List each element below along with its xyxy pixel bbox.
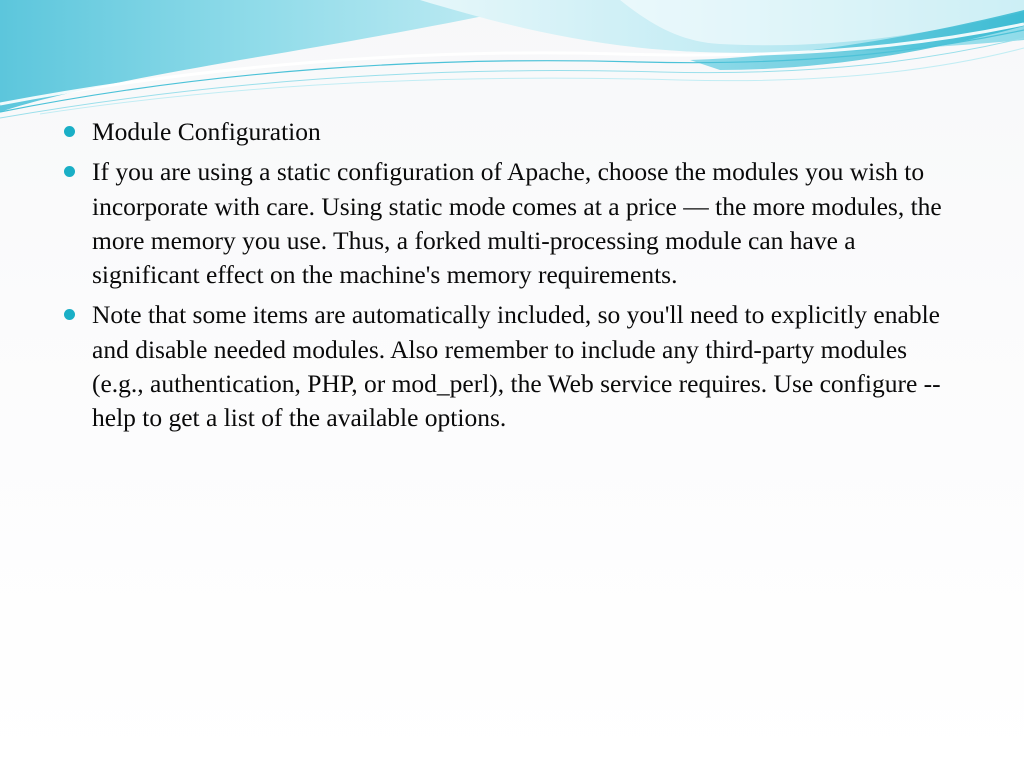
bullet-item-note-modules — [62, 298, 962, 435]
bullet-list — [62, 115, 962, 442]
bullet-dot-icon — [64, 309, 75, 320]
bullet-text: Module Configuration — [92, 117, 321, 146]
bullet-item-static-configuration — [62, 155, 962, 292]
bullet-text: If you are using a static configuration of Apache, choose the modules you wish to incorporate with care. Using static mode comes at a price — the more modules, the more memory you use. Thus, a forked multi-processing module can have a significant effect on the machine's memory requirements. — [92, 157, 942, 290]
bullet-text: Note that some items are automatically included, so you'll need to explicitly enable and disable needed modules. Also remember to include any third-party modules (e.g., authentication, PHP, or mod_perl), the Web service requires. Use configure --help to get a list of the available options. — [92, 300, 941, 433]
bullet-dot-icon — [64, 166, 75, 177]
bullet-item-module-configuration — [62, 115, 962, 149]
wave-header-decoration — [0, 0, 1024, 130]
wave-band-primary — [0, 0, 560, 112]
bullet-dot-icon — [64, 126, 75, 137]
